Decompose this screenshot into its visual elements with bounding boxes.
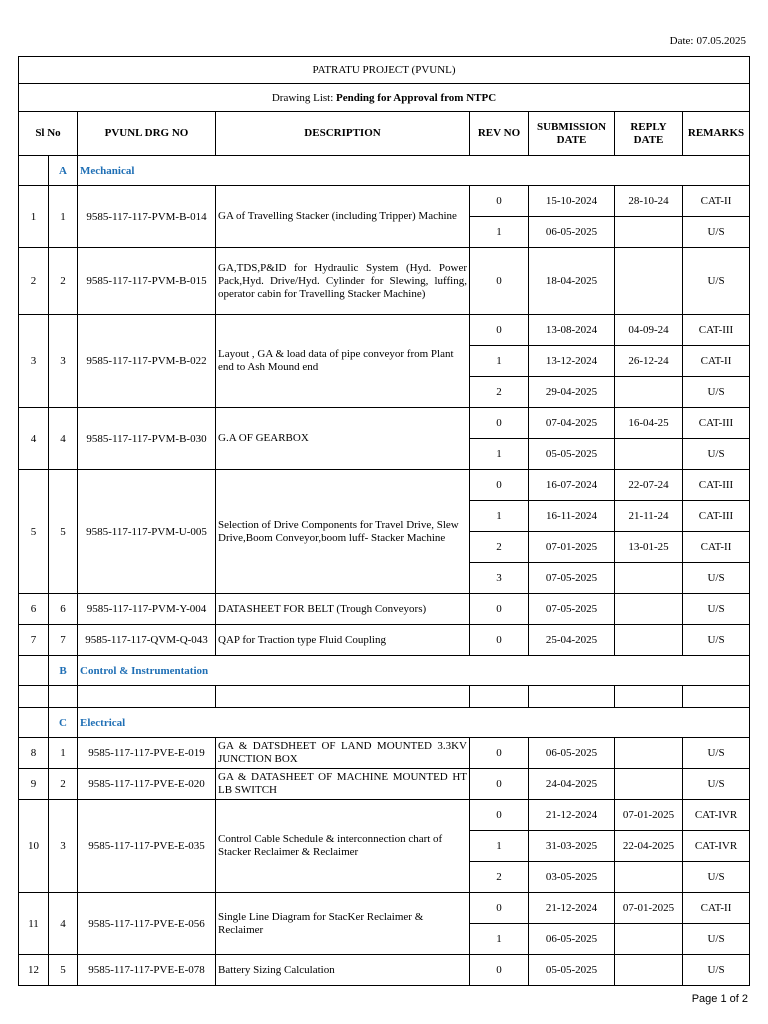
submission-date: 05-05-2025 xyxy=(529,955,615,986)
date-value: 07.05.2025 xyxy=(696,35,746,47)
table-row xyxy=(19,738,750,769)
empty-row xyxy=(19,686,750,708)
submission-date: 29-04-2025 xyxy=(529,377,615,408)
sub-no: 1 xyxy=(49,738,78,769)
rev-no: 1 xyxy=(470,346,529,377)
sub-no: 1 xyxy=(49,186,78,248)
section-row xyxy=(19,708,750,738)
drg-no: 9585-117-117-PVM-B-015 xyxy=(78,248,216,315)
submission-date: 03-05-2025 xyxy=(529,862,615,893)
reply-date: 22-04-2025 xyxy=(615,831,683,862)
section-letter: A xyxy=(49,156,78,186)
section-name: Mechanical xyxy=(78,156,750,186)
remarks: CAT-IVR xyxy=(683,800,750,831)
reply-date xyxy=(615,955,683,986)
reply-date xyxy=(615,924,683,955)
submission-date: 07-01-2025 xyxy=(529,532,615,563)
reply-date: 13-01-25 xyxy=(615,532,683,563)
rev-no: 2 xyxy=(470,862,529,893)
description: DATASHEET FOR BELT (Trough Conveyors) xyxy=(216,594,470,625)
remarks: U/S xyxy=(683,563,750,594)
table-row xyxy=(19,893,750,924)
remarks: CAT-III xyxy=(683,315,750,346)
empty-cell xyxy=(78,686,216,708)
sl-no: 5 xyxy=(19,470,49,594)
sub-no: 2 xyxy=(49,769,78,800)
submission-date: 06-05-2025 xyxy=(529,217,615,248)
section-name: Electrical xyxy=(78,708,750,738)
empty-cell xyxy=(529,686,615,708)
document-date xyxy=(670,35,746,47)
table-row xyxy=(19,470,750,501)
rev-no: 1 xyxy=(470,924,529,955)
table-row xyxy=(19,408,750,439)
submission-date: 07-05-2025 xyxy=(529,594,615,625)
section-row xyxy=(19,156,750,186)
sub-no: 7 xyxy=(49,625,78,656)
drg-no: 9585-117-117-PVE-E-019 xyxy=(78,738,216,769)
reply-date xyxy=(615,862,683,893)
list-prefix: Drawing List: xyxy=(271,91,337,104)
reply-date: 07-01-2025 xyxy=(615,800,683,831)
remarks: CAT-III xyxy=(683,501,750,532)
rev-no: 0 xyxy=(470,470,529,501)
sl-no: 9 xyxy=(19,769,49,800)
column-header-row xyxy=(19,112,750,156)
remarks: CAT-IVR xyxy=(683,831,750,862)
sl-no: 2 xyxy=(19,248,49,315)
remarks: U/S xyxy=(683,625,750,656)
description: GA of Travelling Stacker (including Tripper) Machine xyxy=(216,186,470,248)
description: GA & DATASHEET OF MACHINE MOUNTED HT LB SWITCH xyxy=(216,769,470,800)
rev-no: 0 xyxy=(470,738,529,769)
list-title-row xyxy=(19,84,750,112)
rev-no: 0 xyxy=(470,955,529,986)
submission-date: 18-04-2025 xyxy=(529,248,615,315)
drg-no: 9585-117-117-QVM-Q-043 xyxy=(78,625,216,656)
remarks: CAT-II xyxy=(683,893,750,924)
reply-date: 26-12-24 xyxy=(615,346,683,377)
date-label: Date: xyxy=(669,35,694,47)
sl-no: 8 xyxy=(19,738,49,769)
sl-no: 4 xyxy=(19,408,49,470)
col-header-remarks: REMARKS xyxy=(683,112,750,156)
reply-date: 16-04-25 xyxy=(615,408,683,439)
rev-no: 0 xyxy=(470,769,529,800)
submission-date: 24-04-2025 xyxy=(529,769,615,800)
section-blank-cell xyxy=(19,156,49,186)
reply-date xyxy=(615,248,683,315)
drg-no: 9585-117-117-PVM-Y-004 xyxy=(78,594,216,625)
submission-date: 05-05-2025 xyxy=(529,439,615,470)
remarks: U/S xyxy=(683,248,750,315)
col-header-sl-no: Sl No xyxy=(19,112,78,156)
table-row xyxy=(19,248,750,315)
rev-no: 1 xyxy=(470,217,529,248)
remarks: U/S xyxy=(683,769,750,800)
reply-date xyxy=(615,217,683,248)
sub-no: 3 xyxy=(49,800,78,893)
sl-no: 7 xyxy=(19,625,49,656)
rev-no: 0 xyxy=(470,248,529,315)
reply-date xyxy=(615,769,683,800)
rev-no: 0 xyxy=(470,625,529,656)
col-header-rev-no: REV NO xyxy=(470,112,529,156)
reply-date xyxy=(615,563,683,594)
rev-no: 1 xyxy=(470,831,529,862)
remarks: CAT-II xyxy=(683,532,750,563)
description: Control Cable Schedule & interconnection chart of Stacker Reclaimer & Reclaimer xyxy=(216,800,470,893)
empty-cell xyxy=(470,686,529,708)
remarks: U/S xyxy=(683,594,750,625)
sl-no: 6 xyxy=(19,594,49,625)
table-row xyxy=(19,955,750,986)
submission-date: 21-12-2024 xyxy=(529,893,615,924)
remarks: CAT-II xyxy=(683,186,750,217)
remarks: U/S xyxy=(683,955,750,986)
sub-no: 5 xyxy=(49,955,78,986)
description: GA,TDS,P&ID for Hydraulic System (Hyd. Power Pack,Hyd. Drive/Hyd. Cylinder for Slewing, luffing, operator cabin for Travelling Stacker Machine) xyxy=(216,248,470,315)
col-header-reply-date: REPLY DATE xyxy=(615,112,683,156)
sub-no: 3 xyxy=(49,315,78,408)
section-blank-cell xyxy=(19,708,49,738)
empty-cell xyxy=(216,686,470,708)
submission-date: 06-05-2025 xyxy=(529,924,615,955)
table-row xyxy=(19,186,750,217)
reply-date xyxy=(615,377,683,408)
submission-date: 21-12-2024 xyxy=(529,800,615,831)
sub-no: 5 xyxy=(49,470,78,594)
rev-no: 0 xyxy=(470,800,529,831)
rev-no: 1 xyxy=(470,439,529,470)
reply-date: 28-10-24 xyxy=(615,186,683,217)
description: QAP for Traction type Fluid Coupling xyxy=(216,625,470,656)
description: G.A OF GEARBOX xyxy=(216,408,470,470)
drg-no: 9585-117-117-PVE-E-056 xyxy=(78,893,216,955)
project-title-row xyxy=(19,57,750,84)
remarks: U/S xyxy=(683,924,750,955)
description: Single Line Diagram for StacKer Reclaimer & Reclaimer xyxy=(216,893,470,955)
submission-date: 13-08-2024 xyxy=(529,315,615,346)
submission-date: 07-05-2025 xyxy=(529,563,615,594)
submission-date: 16-07-2024 xyxy=(529,470,615,501)
rev-no: 2 xyxy=(470,532,529,563)
empty-cell xyxy=(49,686,78,708)
sl-no: 3 xyxy=(19,315,49,408)
table-row xyxy=(19,769,750,800)
drg-no: 9585-117-117-PVM-B-022 xyxy=(78,315,216,408)
rev-no: 0 xyxy=(470,186,529,217)
submission-date: 07-04-2025 xyxy=(529,408,615,439)
empty-cell xyxy=(683,686,750,708)
section-letter: B xyxy=(49,656,78,686)
section-blank-cell xyxy=(19,656,49,686)
reply-date: 22-07-24 xyxy=(615,470,683,501)
table-row xyxy=(19,594,750,625)
description: Battery Sizing Calculation xyxy=(216,955,470,986)
section-letter: C xyxy=(49,708,78,738)
page-number: Page 1 of 2 xyxy=(691,993,748,1005)
description: Selection of Drive Components for Travel Drive, Slew Drive,Boom Conveyor,boom luff- Stacker Machine xyxy=(216,470,470,594)
submission-date: 31-03-2025 xyxy=(529,831,615,862)
reply-date xyxy=(615,625,683,656)
description: GA & DATSDHEET OF LAND MOUNTED 3.3KV JUNCTION BOX xyxy=(216,738,470,769)
sl-no: 10 xyxy=(19,800,49,893)
remarks: U/S xyxy=(683,377,750,408)
remarks: U/S xyxy=(683,738,750,769)
col-header-drg-no: PVUNL DRG NO xyxy=(78,112,216,156)
project-title: PATRATU PROJECT (PVUNL) xyxy=(19,57,750,84)
reply-date: 04-09-24 xyxy=(615,315,683,346)
reply-date xyxy=(615,594,683,625)
sub-no: 4 xyxy=(49,408,78,470)
remarks: CAT-III xyxy=(683,408,750,439)
sub-no: 2 xyxy=(49,248,78,315)
rev-no: 0 xyxy=(470,893,529,924)
reply-date: 07-01-2025 xyxy=(615,893,683,924)
description: Layout , GA & load data of pipe conveyor from Plant end to Ash Mound end xyxy=(216,315,470,408)
col-header-submission-date: SUBMISSION DATE xyxy=(529,112,615,156)
reply-date xyxy=(615,738,683,769)
table-row xyxy=(19,800,750,831)
reply-date: 21-11-24 xyxy=(615,501,683,532)
empty-cell xyxy=(615,686,683,708)
drg-no: 9585-117-117-PVM-B-014 xyxy=(78,186,216,248)
rev-no: 0 xyxy=(470,594,529,625)
submission-date: 25-04-2025 xyxy=(529,625,615,656)
sub-no: 6 xyxy=(49,594,78,625)
list-title xyxy=(19,84,750,112)
empty-cell xyxy=(19,686,49,708)
list-status: Pending for Approval from NTPC xyxy=(336,91,497,104)
section-row xyxy=(19,656,750,686)
section-name: Control & Instrumentation xyxy=(78,656,750,686)
drg-no: 9585-117-117-PVE-E-078 xyxy=(78,955,216,986)
sl-no: 12 xyxy=(19,955,49,986)
submission-date: 15-10-2024 xyxy=(529,186,615,217)
submission-date: 16-11-2024 xyxy=(529,501,615,532)
reply-date xyxy=(615,439,683,470)
drg-no: 9585-117-117-PVM-B-030 xyxy=(78,408,216,470)
drawing-list-table xyxy=(18,56,750,986)
col-header-description: DESCRIPTION xyxy=(216,112,470,156)
drg-no: 9585-117-117-PVE-E-035 xyxy=(78,800,216,893)
rev-no: 0 xyxy=(470,315,529,346)
remarks: U/S xyxy=(683,439,750,470)
sl-no: 1 xyxy=(19,186,49,248)
table-row xyxy=(19,315,750,346)
rev-no: 0 xyxy=(470,408,529,439)
drg-no: 9585-117-117-PVE-E-020 xyxy=(78,769,216,800)
rev-no: 1 xyxy=(470,501,529,532)
rev-no: 3 xyxy=(470,563,529,594)
sub-no: 4 xyxy=(49,893,78,955)
rev-no: 2 xyxy=(470,377,529,408)
drg-no: 9585-117-117-PVM-U-005 xyxy=(78,470,216,594)
submission-date: 13-12-2024 xyxy=(529,346,615,377)
remarks: U/S xyxy=(683,862,750,893)
submission-date: 06-05-2025 xyxy=(529,738,615,769)
table-row xyxy=(19,625,750,656)
remarks: U/S xyxy=(683,217,750,248)
sl-no: 11 xyxy=(19,893,49,955)
remarks: CAT-III xyxy=(683,470,750,501)
remarks: CAT-II xyxy=(683,346,750,377)
